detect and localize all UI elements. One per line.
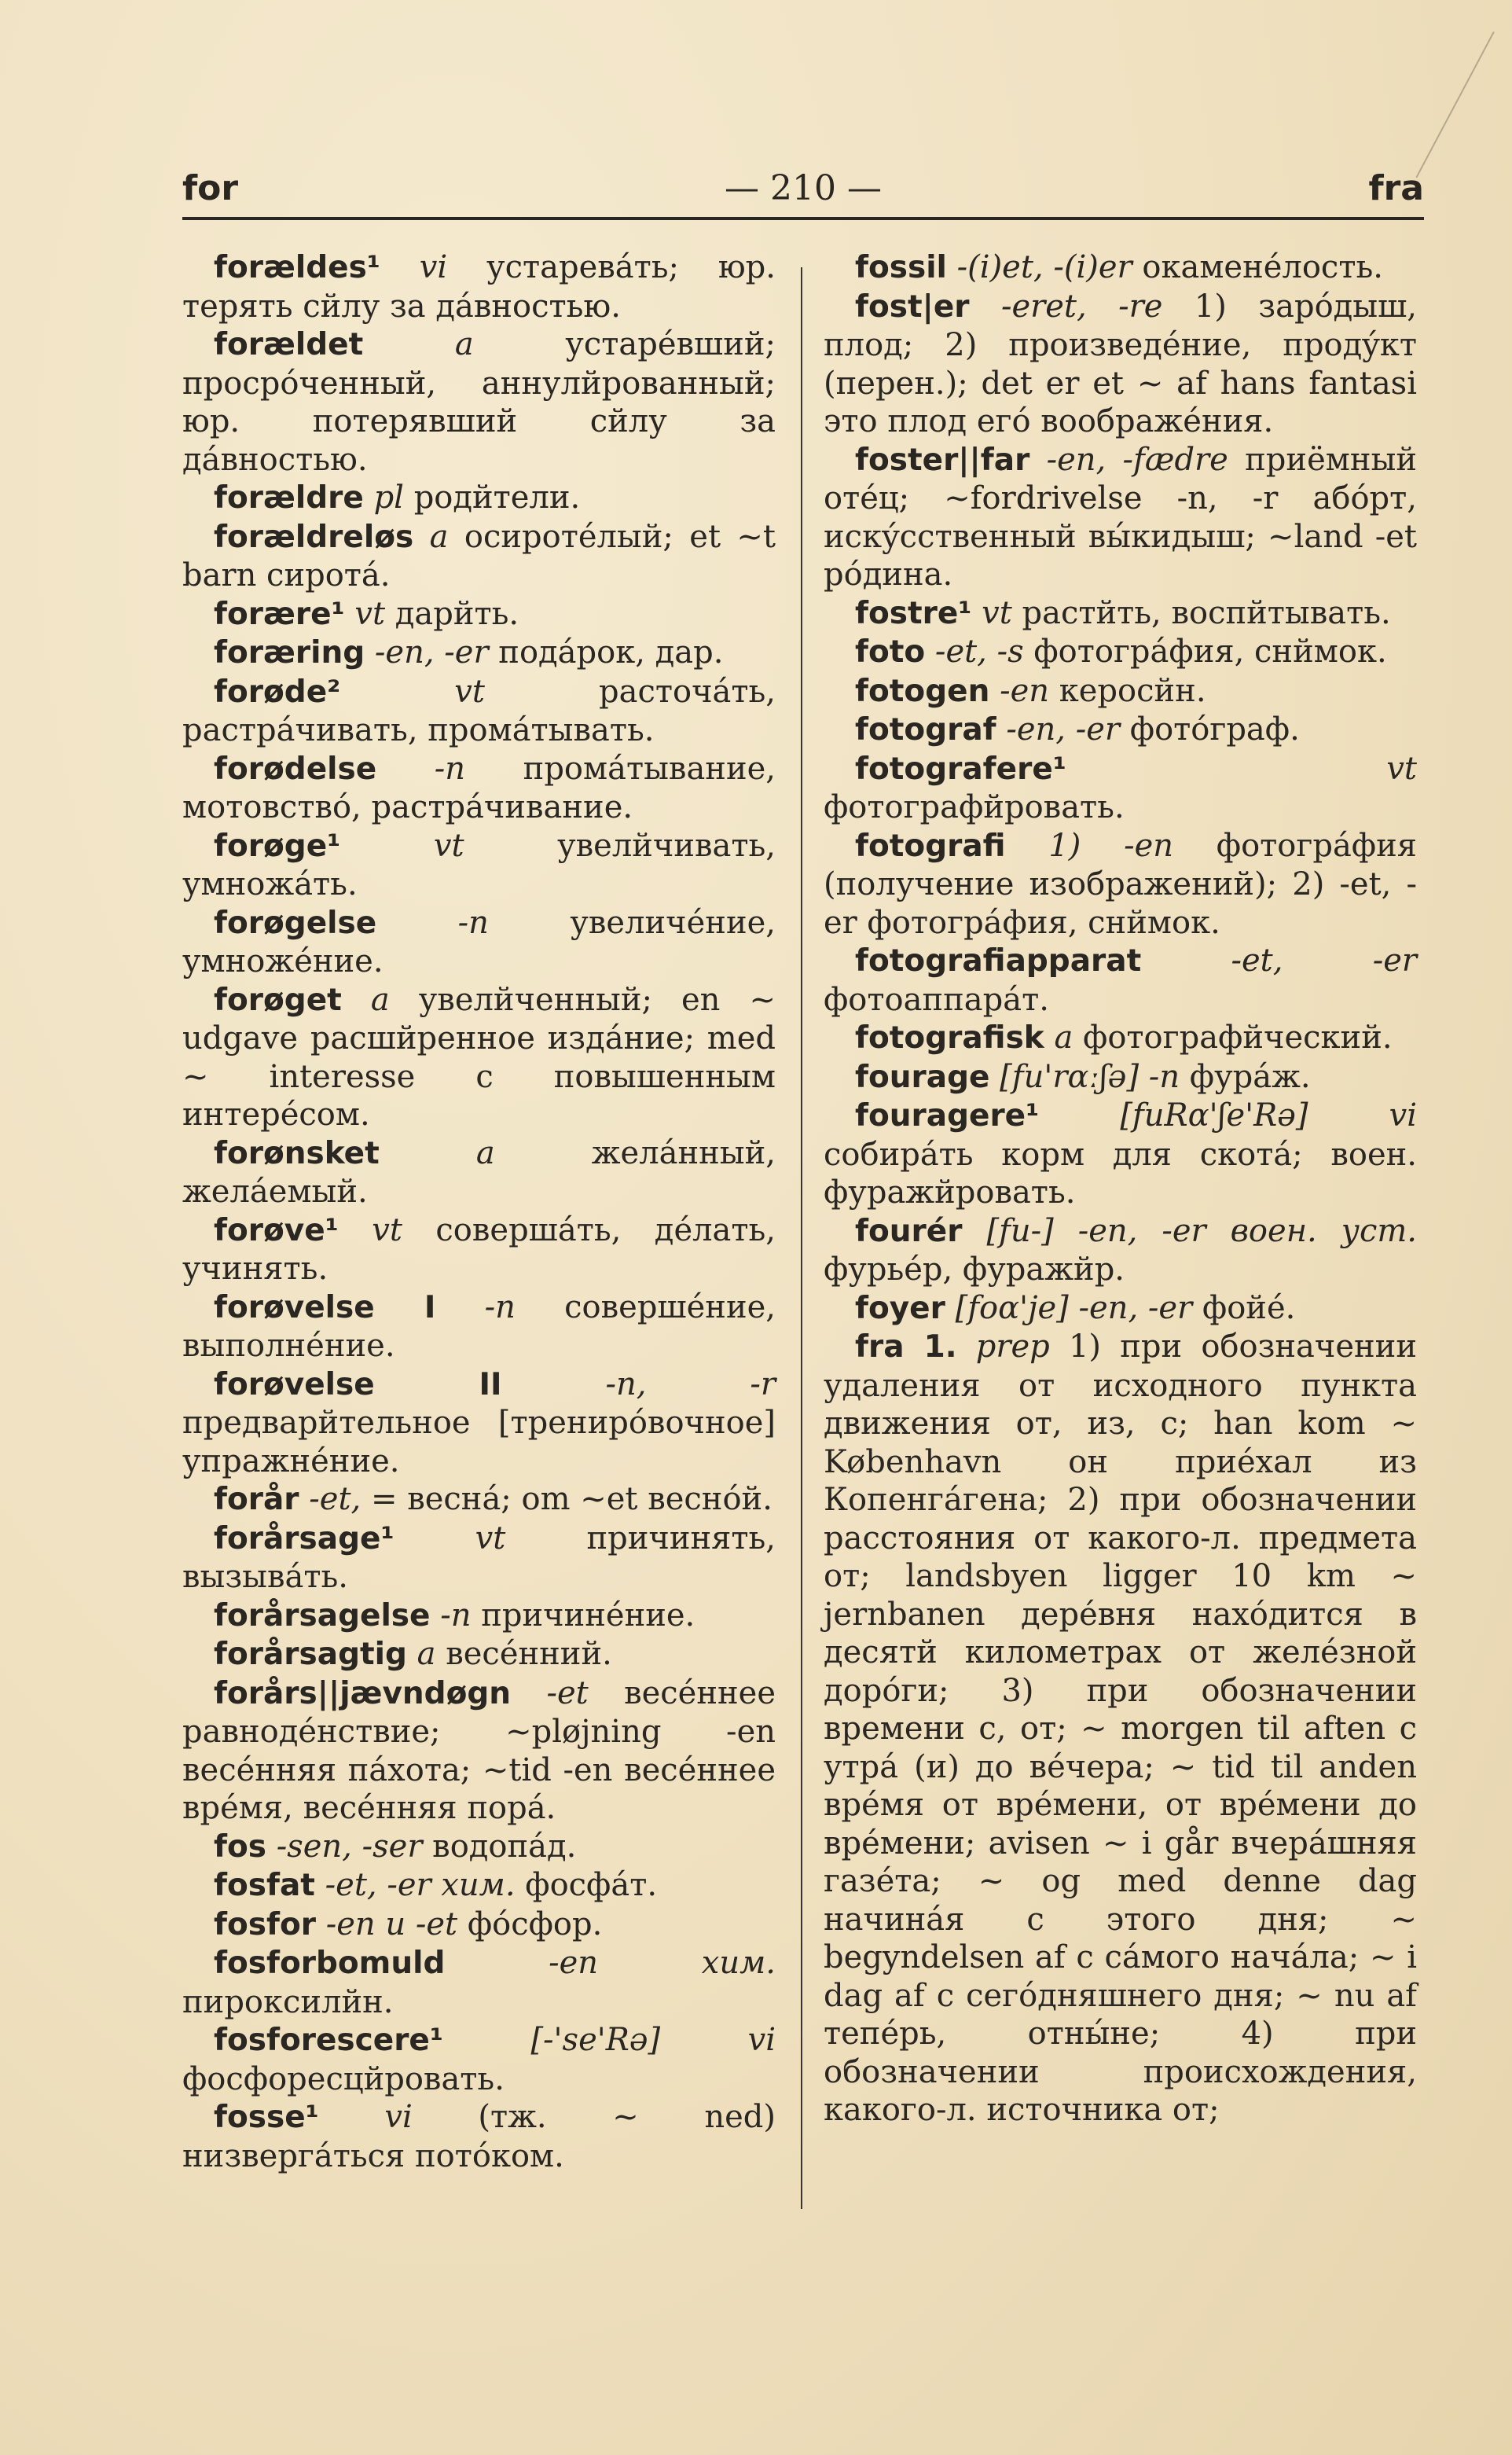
entry-definition: увелйчивать, умножáть. xyxy=(182,827,776,902)
dictionary-entry xyxy=(182,1211,776,1288)
entry-definition: фотографйческий. xyxy=(1083,1020,1393,1056)
entry-definition: предварйтельное [тренирóвочное] упражнéние. xyxy=(182,1405,776,1479)
dictionary-entry xyxy=(182,1944,776,2021)
entry-definition: желáнный, желáемый. xyxy=(182,1134,776,1210)
entry-headword: foræring xyxy=(214,635,365,671)
entry-grammar: vi xyxy=(384,2099,413,2135)
entry-headword: fosforescere¹ xyxy=(214,2023,443,2058)
dictionary-entry xyxy=(824,942,1417,1019)
dictionary-entry xyxy=(182,981,776,1134)
entry-definition: дарйть. xyxy=(395,595,519,632)
entry-definition: причинéние. xyxy=(481,1597,695,1634)
dictionary-entry xyxy=(824,594,1417,634)
dictionary-entry xyxy=(182,1906,776,1945)
entry-grammar: -eret, -re xyxy=(1000,288,1163,325)
entry-headword: forældre xyxy=(214,480,364,516)
entry-definition: фурáж. xyxy=(1189,1058,1311,1095)
entry-grammar: [fu'rɑːʃə] -n xyxy=(1000,1058,1180,1095)
dictionary-entry xyxy=(824,1328,1417,2130)
entry-headword: forøvelse II xyxy=(214,1366,502,1402)
dictionary-entry xyxy=(182,595,776,634)
header-rule xyxy=(182,217,1424,220)
entry-definition: устаревáть; юр. терять сйлу за дáвностью. xyxy=(182,249,776,325)
entry-definition: осиротéлый; et ~t barn сиротá. xyxy=(182,518,776,594)
entry-grammar: vt xyxy=(982,594,1012,631)
dictionary-entry xyxy=(182,1866,776,1906)
entry-headword: fouragere¹ xyxy=(855,1098,1040,1134)
dictionary-entry xyxy=(182,518,776,595)
entry-grammar: vt xyxy=(454,673,485,710)
dictionary-entry xyxy=(182,2098,776,2175)
entry-definition: совершéние, выполнéние. xyxy=(182,1288,776,1364)
dictionary-entry xyxy=(182,1674,776,1828)
dictionary-entry xyxy=(182,1365,776,1481)
entry-headword: fotograf xyxy=(855,712,996,748)
dictionary-entry xyxy=(182,673,776,750)
entry-grammar: -en и -et xyxy=(325,1906,458,1942)
entry-definition: растйть, воспйтывать. xyxy=(1022,594,1391,631)
entry-headword: forældet xyxy=(214,327,364,362)
entry-headword: foyer xyxy=(855,1290,945,1326)
dictionary-entry xyxy=(182,904,776,981)
entry-headword: forældes¹ xyxy=(214,250,380,285)
entry-headword: fosfat xyxy=(214,1868,315,1903)
entry-grammar: a xyxy=(475,1134,495,1171)
entry-definition: весéннее равнодéнствие; ~pløjning -en весéнняя пáхота; ~tid -en весéннее врéмя, весéнняя порá. xyxy=(182,1674,776,1826)
entry-headword: forårsagelse xyxy=(214,1597,431,1634)
entry-grammar: -et, -s xyxy=(934,634,1024,670)
entry-headword: fost|er xyxy=(855,288,970,325)
dictionary-entry xyxy=(824,1058,1417,1097)
entry-grammar: vt xyxy=(433,827,464,864)
entry-headword: fra 1. xyxy=(855,1329,957,1365)
dictionary-entry xyxy=(182,325,776,479)
entry-headword: foster||far xyxy=(855,442,1030,478)
column-divider xyxy=(801,267,802,2209)
entry-grammar: [foɑ'je] -en, -er xyxy=(955,1289,1193,1326)
entry-grammar: -n xyxy=(457,904,489,941)
entry-headword: forældreløs xyxy=(214,519,414,555)
dictionary-entry xyxy=(824,1019,1417,1058)
entry-grammar: [fuRɑ'ʃe'Rə] vi xyxy=(1120,1097,1418,1134)
entry-definition: фотóграф. xyxy=(1129,711,1300,748)
dictionary-entry xyxy=(824,441,1417,594)
entry-headword: fosfor xyxy=(214,1906,316,1942)
entry-definition: фотографйровать. xyxy=(824,789,1125,825)
entry-definition: устарéвший; просрóченный, аннулйрованный; юр. потерявший сйлу за дáвностью. xyxy=(182,326,776,478)
entry-grammar: [-'se'Rə] vi xyxy=(530,2022,776,2058)
dictionary-entry xyxy=(824,288,1417,441)
entry-definition: фотогрáфия, снймок. xyxy=(1033,634,1387,670)
entry-definition: увеличéние, умножéние. xyxy=(182,904,776,979)
entry-headword: forår xyxy=(214,1482,299,1517)
left-column xyxy=(182,248,776,2175)
entry-definition: весéнний. xyxy=(446,1636,612,1672)
entry-definition: 1) при обозначении удаления от исходного пункта движения от, из, с; han kom ~ København он приéхал из Копенгáгена; 2) при обозначении расстояния от какого-л. предмета от; landsbyen ligger 10 km ~ jernbanen дерéвня нахóдится в десятй километрах от желéзной дорóги; 3) при обозначении времени с, от; ~ morgen til aften с утрá (и) до вéчера; ~ tid til anden врéмя от врéмени, от врéмени до врéмени; avisen ~ i går вчерáшняя газéта; ~ og med denne dag начинáя с этого дня; ~ begyndelsen af с сáмого начáла; ~ i dag af с сегóдняшнего дня; ~ nu af тепéрь, отны́не; 4) при обозначении происхождения, какого-л. источника от; xyxy=(824,1329,1417,2128)
entry-grammar: -n, -r xyxy=(605,1365,776,1402)
entry-grammar: -n xyxy=(440,1597,472,1634)
entry-definition: фосфоресцйровать. xyxy=(182,2060,505,2097)
entry-grammar: vt xyxy=(354,595,386,632)
entry-headword: fotografiapparat xyxy=(855,943,1142,979)
entry-headword: fostre¹ xyxy=(855,595,972,631)
entry-grammar: -en, -er xyxy=(1006,711,1121,748)
dictionary-entry xyxy=(182,750,776,827)
entry-grammar: -et, = xyxy=(309,1481,398,1517)
entry-headword: forårs||jævndøgn xyxy=(214,1675,512,1711)
entry-grammar: a xyxy=(370,981,390,1018)
entry-grammar: vt xyxy=(372,1211,402,1248)
entry-grammar: [fu-] -en, -er воен. уст. xyxy=(986,1212,1417,1249)
dictionary-entry xyxy=(182,2021,776,2098)
entry-definition: керосйн. xyxy=(1059,672,1206,709)
entry-headword: forårsagtig xyxy=(214,1637,407,1672)
entry-definition: фойé. xyxy=(1202,1289,1296,1326)
dictionary-entry xyxy=(824,1097,1417,1212)
entry-grammar: -n xyxy=(484,1288,516,1325)
entry-definition: промáтывание, мотовствó, растрáчивание. xyxy=(182,750,776,825)
entry-grammar: vt xyxy=(475,1520,506,1556)
entry-grammar: a xyxy=(429,518,449,555)
page-corner-crease xyxy=(1415,31,1494,178)
entry-grammar: -et, -er хим. xyxy=(325,1867,516,1903)
entry-headword: fotografere¹ xyxy=(855,751,1066,787)
entry-definition: фосфáт. xyxy=(525,1867,658,1903)
dictionary-entry xyxy=(182,1480,776,1520)
dictionary-entry xyxy=(182,1597,776,1636)
entry-grammar: -n xyxy=(434,750,466,787)
entry-definition: фóсфор. xyxy=(467,1906,603,1942)
entry-definition: 1) зарóдыш, плод; 2) произведéние, продýкт (перен.); det er et ~ af hans fantasi это плод егó воображéния. xyxy=(824,288,1418,439)
entry-definition: расточáть, растрáчивать, промáтывать. xyxy=(182,673,776,748)
dictionary-entry xyxy=(824,1289,1417,1329)
entry-headword: forøvelse I xyxy=(214,1289,436,1325)
dictionary-entry xyxy=(182,634,776,673)
entry-grammar: vi xyxy=(419,249,448,285)
entry-headword: forøde² xyxy=(214,674,341,710)
dictionary-entry xyxy=(824,711,1417,750)
entry-headword: fotogen xyxy=(855,673,990,709)
entry-grammar: -en хим. xyxy=(549,1945,776,1981)
entry-headword: fourér xyxy=(855,1213,963,1249)
entry-headword: forære¹ xyxy=(214,596,345,632)
entry-definition: собирáть корм для скотá; воен. фуражйровать. xyxy=(824,1136,1417,1211)
dictionary-entry xyxy=(182,479,776,518)
entry-definition: (тж. ~ ned) низвергáться потóком. xyxy=(182,2099,776,2174)
entry-headword: fosforbomuld xyxy=(214,1946,446,1981)
entry-grammar: -en xyxy=(1000,672,1050,709)
dictionary-entry xyxy=(824,827,1417,943)
entry-grammar: -en, -er xyxy=(374,634,489,671)
entry-definition: веснá; om ~et веснóй. xyxy=(407,1481,773,1517)
entry-grammar: -et xyxy=(546,1674,589,1711)
page-header xyxy=(182,168,1424,215)
entry-definition: причинять, вызывáть. xyxy=(182,1520,776,1595)
entry-definition: приёмный отéц; ~fordrivelse -n, -r абóрт, искýсственный вы́кидыш; ~land -et рóдина. xyxy=(824,441,1418,593)
dictionary-entry xyxy=(824,633,1417,672)
entry-headword: fos xyxy=(214,1828,266,1865)
header-right-guideword: fra xyxy=(1368,168,1424,208)
dictionary-entry xyxy=(824,1212,1417,1289)
header-left-guideword: for xyxy=(182,168,239,208)
entry-definition: водопáд. xyxy=(432,1828,577,1865)
entry-grammar: vt xyxy=(1386,750,1417,787)
entry-definition: окаменéлость. xyxy=(1142,249,1383,285)
entry-definition: подáрок, дар. xyxy=(498,634,724,671)
entry-definition: фотоаппарáт. xyxy=(824,981,1049,1018)
entry-headword: fosse¹ xyxy=(214,2100,319,2135)
dictionary-entry xyxy=(824,750,1417,827)
entry-definition: увелйченный; en ~ udgave расшйренное издáние; med ~ interesse с повышенным интерéсом. xyxy=(182,981,776,1133)
entry-grammar: pl xyxy=(373,480,404,516)
dictionary-entry xyxy=(182,1635,776,1674)
entry-grammar: a xyxy=(454,326,474,362)
dictionary-entry xyxy=(182,1134,776,1211)
dictionary-entry xyxy=(824,672,1417,711)
entry-grammar: -(i)et, -(i)er xyxy=(956,249,1132,285)
entry-definition: фурьéр, фуражйр. xyxy=(824,1251,1125,1288)
entry-headword: forøget xyxy=(214,982,342,1018)
entry-definition: родйтели. xyxy=(413,480,581,516)
entry-definition: фотогрáфия (получение изображений); 2) -et, -er фотогрáфия, снймок. xyxy=(824,827,1417,941)
entry-headword: foto xyxy=(855,634,926,670)
dictionary-entry xyxy=(182,1288,776,1365)
dictionary-entry xyxy=(182,248,776,325)
entry-headword: forødelse xyxy=(214,751,377,787)
dictionary-entry xyxy=(182,1520,776,1597)
entry-grammar: -sen, -ser xyxy=(276,1828,423,1865)
dictionary-entry xyxy=(182,827,776,904)
entry-grammar: 1) -en xyxy=(1048,827,1174,864)
entry-headword: forøve¹ xyxy=(214,1212,339,1248)
entry-definition: пироксилйн. xyxy=(182,1983,394,2020)
dictionary-entry xyxy=(824,248,1417,288)
entry-headword: forøgelse xyxy=(214,905,377,941)
page-number: — 210 — xyxy=(725,168,882,208)
entry-headword: forårsage¹ xyxy=(214,1520,395,1556)
entry-headword: fossil xyxy=(855,250,947,285)
entry-definition: совершáть, дéлать, учинять. xyxy=(182,1211,776,1287)
entry-grammar: prep xyxy=(975,1329,1050,1365)
entry-headword: fotografi xyxy=(855,828,1006,864)
entry-grammar: -et, -er xyxy=(1231,943,1417,979)
entry-headword: forønsket xyxy=(214,1135,380,1171)
entry-grammar: a xyxy=(417,1636,436,1672)
dictionary-entry xyxy=(182,1828,776,1867)
entry-headword: fourage xyxy=(855,1059,990,1095)
entry-headword: forøge¹ xyxy=(214,828,341,864)
entry-grammar: -en, -fædre xyxy=(1046,441,1228,478)
right-column xyxy=(824,248,1417,2130)
entry-grammar: a xyxy=(1054,1020,1073,1056)
entry-headword: fotografisk xyxy=(855,1020,1044,1056)
